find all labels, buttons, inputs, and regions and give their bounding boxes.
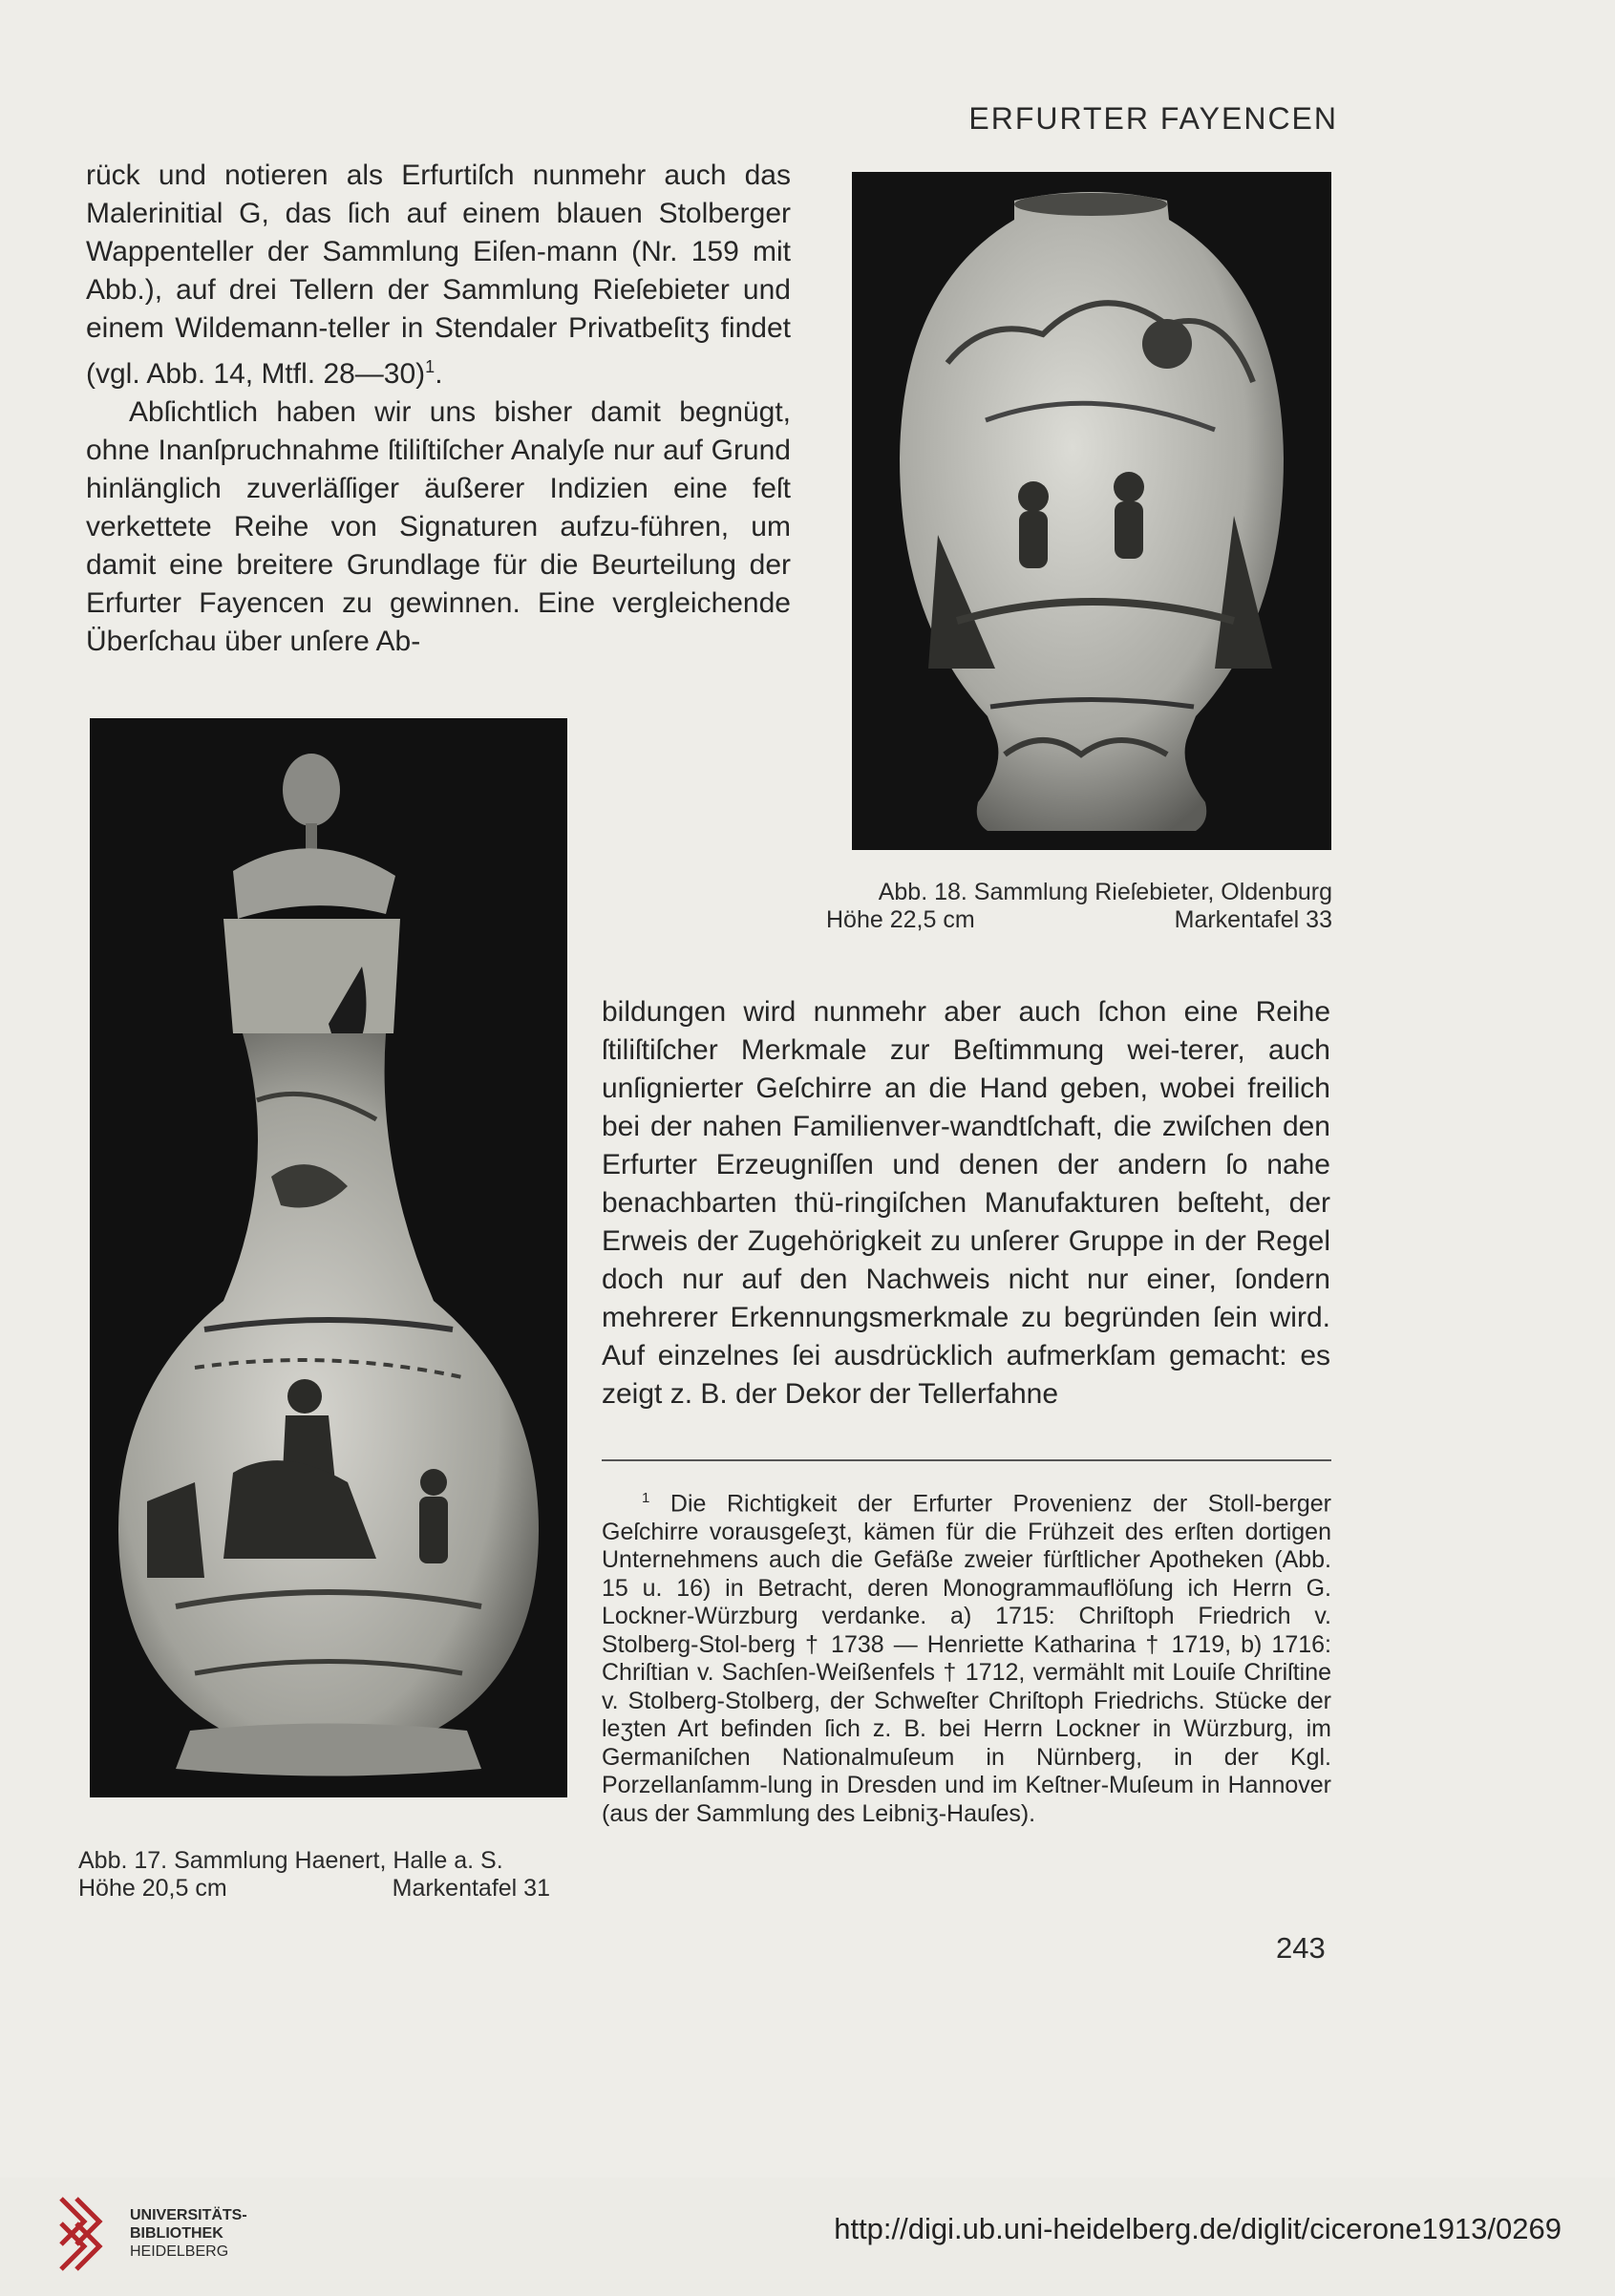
footnote-marker: 1 <box>642 1490 650 1506</box>
figure-17-tafel: Markentafel 31 <box>392 1875 550 1902</box>
figure-18-title: Abb. 18. Sammlung Rieſebieter, Oldenburg <box>878 879 1332 905</box>
paragraph-3: bildungen wird nunmehr aber auch ſchon eine Reihe ſtiliſtiſcher Merkmale zur Beſtimmung wei-terer, auch unſignierter Geſchirre an die Hand geben, wobei freilich bei der nahen Familienver-wandtſchaft, die zwiſchen den Erfurter Erzeugniſſen und denen der andern ſo nahe benachbarten thü-ringiſchen Manufakturen beſteht, der Erweis der Zugehörigkeit zu unſerer Gruppe in der Regel doch nur auf den Nachweis nicht nur einer, ſondern mehrerer Erkennungsmerkmale zu begründen ſein wird. Auf einzelnes ſei ausdrücklich aufmerkſam gemacht: es zeigt z. B. der Dekor der Tellerfahne <box>602 996 1330 1410</box>
jug-illustration <box>90 718 567 1797</box>
figure-17-height: Höhe 20,5 cm <box>78 1875 227 1902</box>
footnote-divider <box>602 1459 1331 1461</box>
body-text-top <box>86 157 791 661</box>
body-text-right <box>602 993 1330 1414</box>
figure-18-tafel: Markentafel 33 <box>1174 906 1332 933</box>
library-name[interactable]: UNIVERSITÄTS- BIBLIOTHEK HEIDELBERG <box>130 2207 247 2260</box>
vase-photo <box>852 172 1331 850</box>
footnote <box>602 1484 1331 1828</box>
figure-18-caption <box>826 879 1332 934</box>
library-logo-icon[interactable] <box>55 2193 117 2275</box>
page-number: 243 <box>1276 1931 1326 1965</box>
figure-17-title: Abb. 17. Sammlung Haenert, Halle a. S. <box>78 1847 503 1874</box>
footnote-text: Die Richtigkeit der Erfurter Provenienz der Stoll-berger Geſchirre vorausgeſeʒt, kämen für die Frühzeit des erſten dortigen Unternehmens auch die Gefäße zweier fürſtlicher Apotheken (Abb. 15 u. 16) in Betracht, deren Monogrammauflöſung ich Herrn G. Lockner-Würzburg verdanke. a) 1715: Chriſtoph Friedrich v. Stolberg-Stol-berg † 1738 — Henriette Katharina † 1719, b) 1716: Chriſtian v. Sachſen-Weißenfels † 1712, vermählt mit Louiſe Chriſtine v. Stolberg-Stolberg, der Schweſter Chriſtoph Friedrichs. Stücke der leʒten Art befinden ſich z. B. bei Herrn Lockner in Würzburg, im Germaniſchen Nationalmuſeum in Nürnberg, in der Kgl. Porzellanſamm-lung in Dresden und im Keſtner-Muſeum in Hannover (aus der Sammlung des Leibniʒ-Hauſes). <box>602 1490 1331 1827</box>
figure-17-caption <box>78 1847 550 1903</box>
running-header: ERFURTER FAYENCEN <box>968 101 1338 136</box>
permalink-url[interactable]: http://digi.ub.uni-heidelberg.de/diglit/cicerone1913/0269 <box>834 2212 1562 2245</box>
figure-18-height: Höhe 22,5 cm <box>826 906 975 933</box>
paragraph-1: rück und notieren als Erfurtiſch nunmehr auch das Malerinitial G, das ſich auf einem blauen Stolberger Wappenteller der Sammlung Eiſen-mann (Nr. 159 mit Abb.), auf drei Tellern der Sammlung Rieſebieter und einem Wildemann-teller in Stendaler Privatbeſitʒ findet (vgl. Abb. 14, Mtfl. 28—30)$^1$. <box>86 159 791 390</box>
footnote-ref[interactable]: 1 <box>425 357 436 376</box>
paragraph-2: Abſichtlich haben wir uns bisher damit begnügt, ohne Inanſpruchnahme ſtiliſtiſcher Analyſe nur auf Grund hinlänglich zuverläſſiger äußerer Indizien eine feſt verkettete Reihe von Signaturen aufzu-führen, um damit eine breitere Grundlage für die Beurteilung der Erfurter Fayencen zu gewinnen. Eine vergleichende Überſchau über unſere Ab- <box>86 396 791 657</box>
jug-photo <box>90 718 567 1797</box>
vase-illustration <box>852 172 1331 850</box>
